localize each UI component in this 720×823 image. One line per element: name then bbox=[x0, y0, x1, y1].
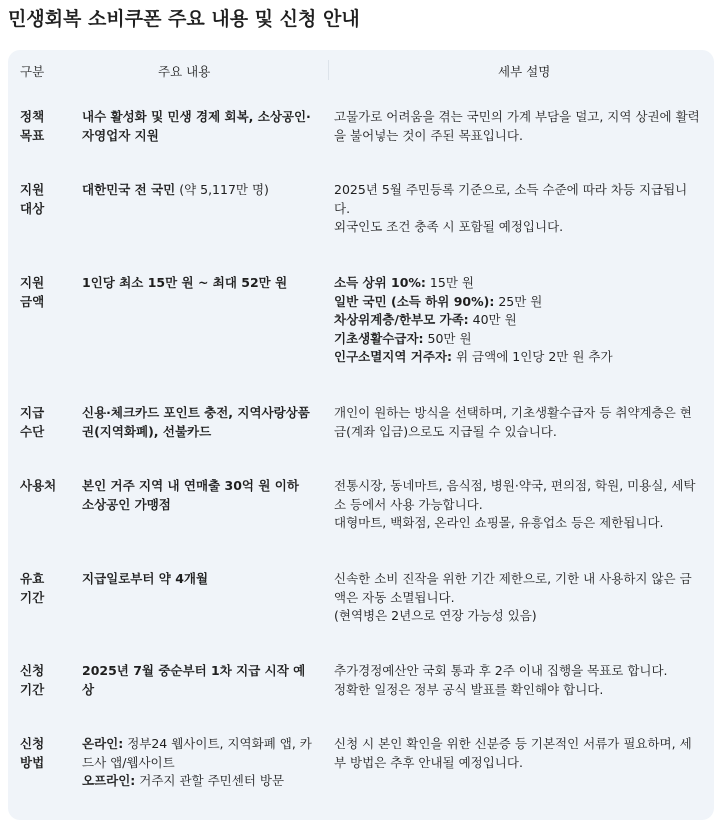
amount-desc: 50만 원 bbox=[423, 330, 472, 346]
detail-text: (현역병은 2년으로 연장 가능성 있음) bbox=[334, 608, 537, 623]
method-item bbox=[82, 735, 312, 772]
row-summary: 내수 활성화 및 민생 경제 회복, 소상공인·자영업자 지원 bbox=[82, 109, 311, 143]
row-label: 신청 기간 bbox=[20, 663, 45, 697]
amount-term: 기초생활수급자: bbox=[334, 330, 424, 346]
row-detail bbox=[334, 477, 702, 533]
detail-text: 신청 시 본인 확인을 위한 신분증 등 기본적인 서류가 필요하며, 세부 방법은 추후 안내될 예정입니다. bbox=[334, 736, 692, 770]
detail-text: 대형마트, 백화점, 온라인 쇼핑몰, 유흥업소 등은 제한됩니다. bbox=[334, 515, 664, 530]
detail-text: 외국인도 조건 충족 시 포함될 예정입니다. bbox=[334, 219, 564, 234]
method-item bbox=[82, 772, 312, 791]
row-detail bbox=[334, 735, 702, 772]
row-summary: 2025년 7월 중순부터 1차 지급 시작 예상 bbox=[82, 663, 306, 697]
row-label: 신청 방법 bbox=[20, 736, 45, 770]
amount-item bbox=[334, 274, 702, 293]
row-detail bbox=[334, 274, 702, 367]
detail-text: 개인이 원하는 방식을 선택하며, 기초생활수급자 등 취약계층은 현금(계좌 입금)으로도 지급될 수 있습니다. bbox=[334, 405, 692, 439]
row-summary bbox=[82, 181, 312, 200]
row-label: 지급 수단 bbox=[20, 405, 45, 439]
row-label: 정책 목표 bbox=[20, 109, 45, 143]
header-divider bbox=[328, 60, 329, 80]
row-summary: 지급일로부터 약 4개월 bbox=[82, 571, 209, 586]
amount-term: 차상위계층/한부모 가족: bbox=[334, 312, 469, 327]
row-summary: 신용·체크카드 포인트 충전, 지역사랑상품권(지역화폐), 선불카드 bbox=[82, 405, 310, 439]
amount-desc: 25만 원 bbox=[494, 293, 543, 309]
row-summary bbox=[82, 735, 312, 791]
amount-item bbox=[334, 330, 702, 349]
row-detail bbox=[334, 662, 702, 699]
amount-item bbox=[334, 311, 702, 330]
detail-text: 신속한 소비 진작을 위한 기간 제한으로, 기한 내 사용하지 않은 금액은 자동 소멸됩니다. bbox=[334, 571, 692, 605]
header-main-content: 주요 내용 bbox=[158, 64, 211, 79]
amount-term: 소득 상위 10%: bbox=[334, 275, 426, 290]
row-summary: 1인당 최소 15만 원 ~ 최대 52만 원 bbox=[82, 275, 288, 290]
detail-text: 정확한 일정은 정부 공식 발표를 확인해야 합니다. bbox=[334, 681, 604, 697]
amount-item bbox=[334, 348, 702, 367]
summary-text: 대한민국 전 국민 bbox=[82, 182, 176, 197]
row-detail bbox=[334, 181, 702, 237]
info-table bbox=[8, 50, 714, 820]
amount-term: 인구소멸지역 거주자: bbox=[334, 349, 453, 364]
amount-term: 일반 국민 (소득 하위 90%): bbox=[334, 293, 495, 309]
amount-desc: 15만 원 bbox=[425, 275, 474, 290]
detail-text: 전통시장, 동네마트, 음식점, 병원·약국, 편의점, 학원, 미용실, 세탁소 등에서 사용 가능합니다. bbox=[334, 478, 696, 512]
summary-note: (약 5,117만 명) bbox=[175, 182, 269, 197]
row-detail bbox=[334, 570, 702, 626]
amount-desc: 위 금액에 1인당 2만 원 추가 bbox=[452, 349, 613, 364]
table-header bbox=[8, 50, 714, 88]
row-label: 지원 금액 bbox=[20, 275, 45, 309]
amount-desc: 40만 원 bbox=[468, 312, 517, 327]
detail-text: 2025년 5월 주민등록 기준으로, 소득 수준에 따라 차등 지급됩니다. bbox=[334, 182, 688, 216]
header-details: 세부 설명 bbox=[498, 64, 551, 79]
row-label: 지원 대상 bbox=[20, 182, 45, 216]
method-term: 오프라인: bbox=[82, 773, 136, 788]
row-label: 유효 기간 bbox=[20, 571, 45, 605]
detail-text: 고물가로 어려움을 겪는 국민의 가계 부담을 덜고, 지역 상권에 활력을 불어넣는 것이 주된 목표입니다. bbox=[334, 109, 700, 143]
header-category: 구분 bbox=[20, 64, 45, 79]
method-desc: 정부24 웹사이트, 지역화폐 앱, 카드사 앱/웹사이트 bbox=[82, 736, 312, 770]
amount-item bbox=[334, 293, 702, 312]
detail-text: 추가경정예산안 국회 통과 후 2주 이내 집행을 목표로 합니다. bbox=[334, 663, 668, 678]
row-detail bbox=[334, 108, 702, 145]
page-title: 민생회복 소비쿠폰 주요 내용 및 신청 안내 bbox=[8, 8, 360, 30]
row-label: 사용처 bbox=[20, 478, 57, 493]
row-detail bbox=[334, 404, 702, 441]
row-summary: 본인 거주 지역 내 연매출 30억 원 이하 소상공인 가맹점 bbox=[82, 478, 299, 512]
method-desc: 거주지 관할 주민센터 방문 bbox=[135, 773, 285, 788]
method-term: 온라인: bbox=[82, 736, 124, 751]
